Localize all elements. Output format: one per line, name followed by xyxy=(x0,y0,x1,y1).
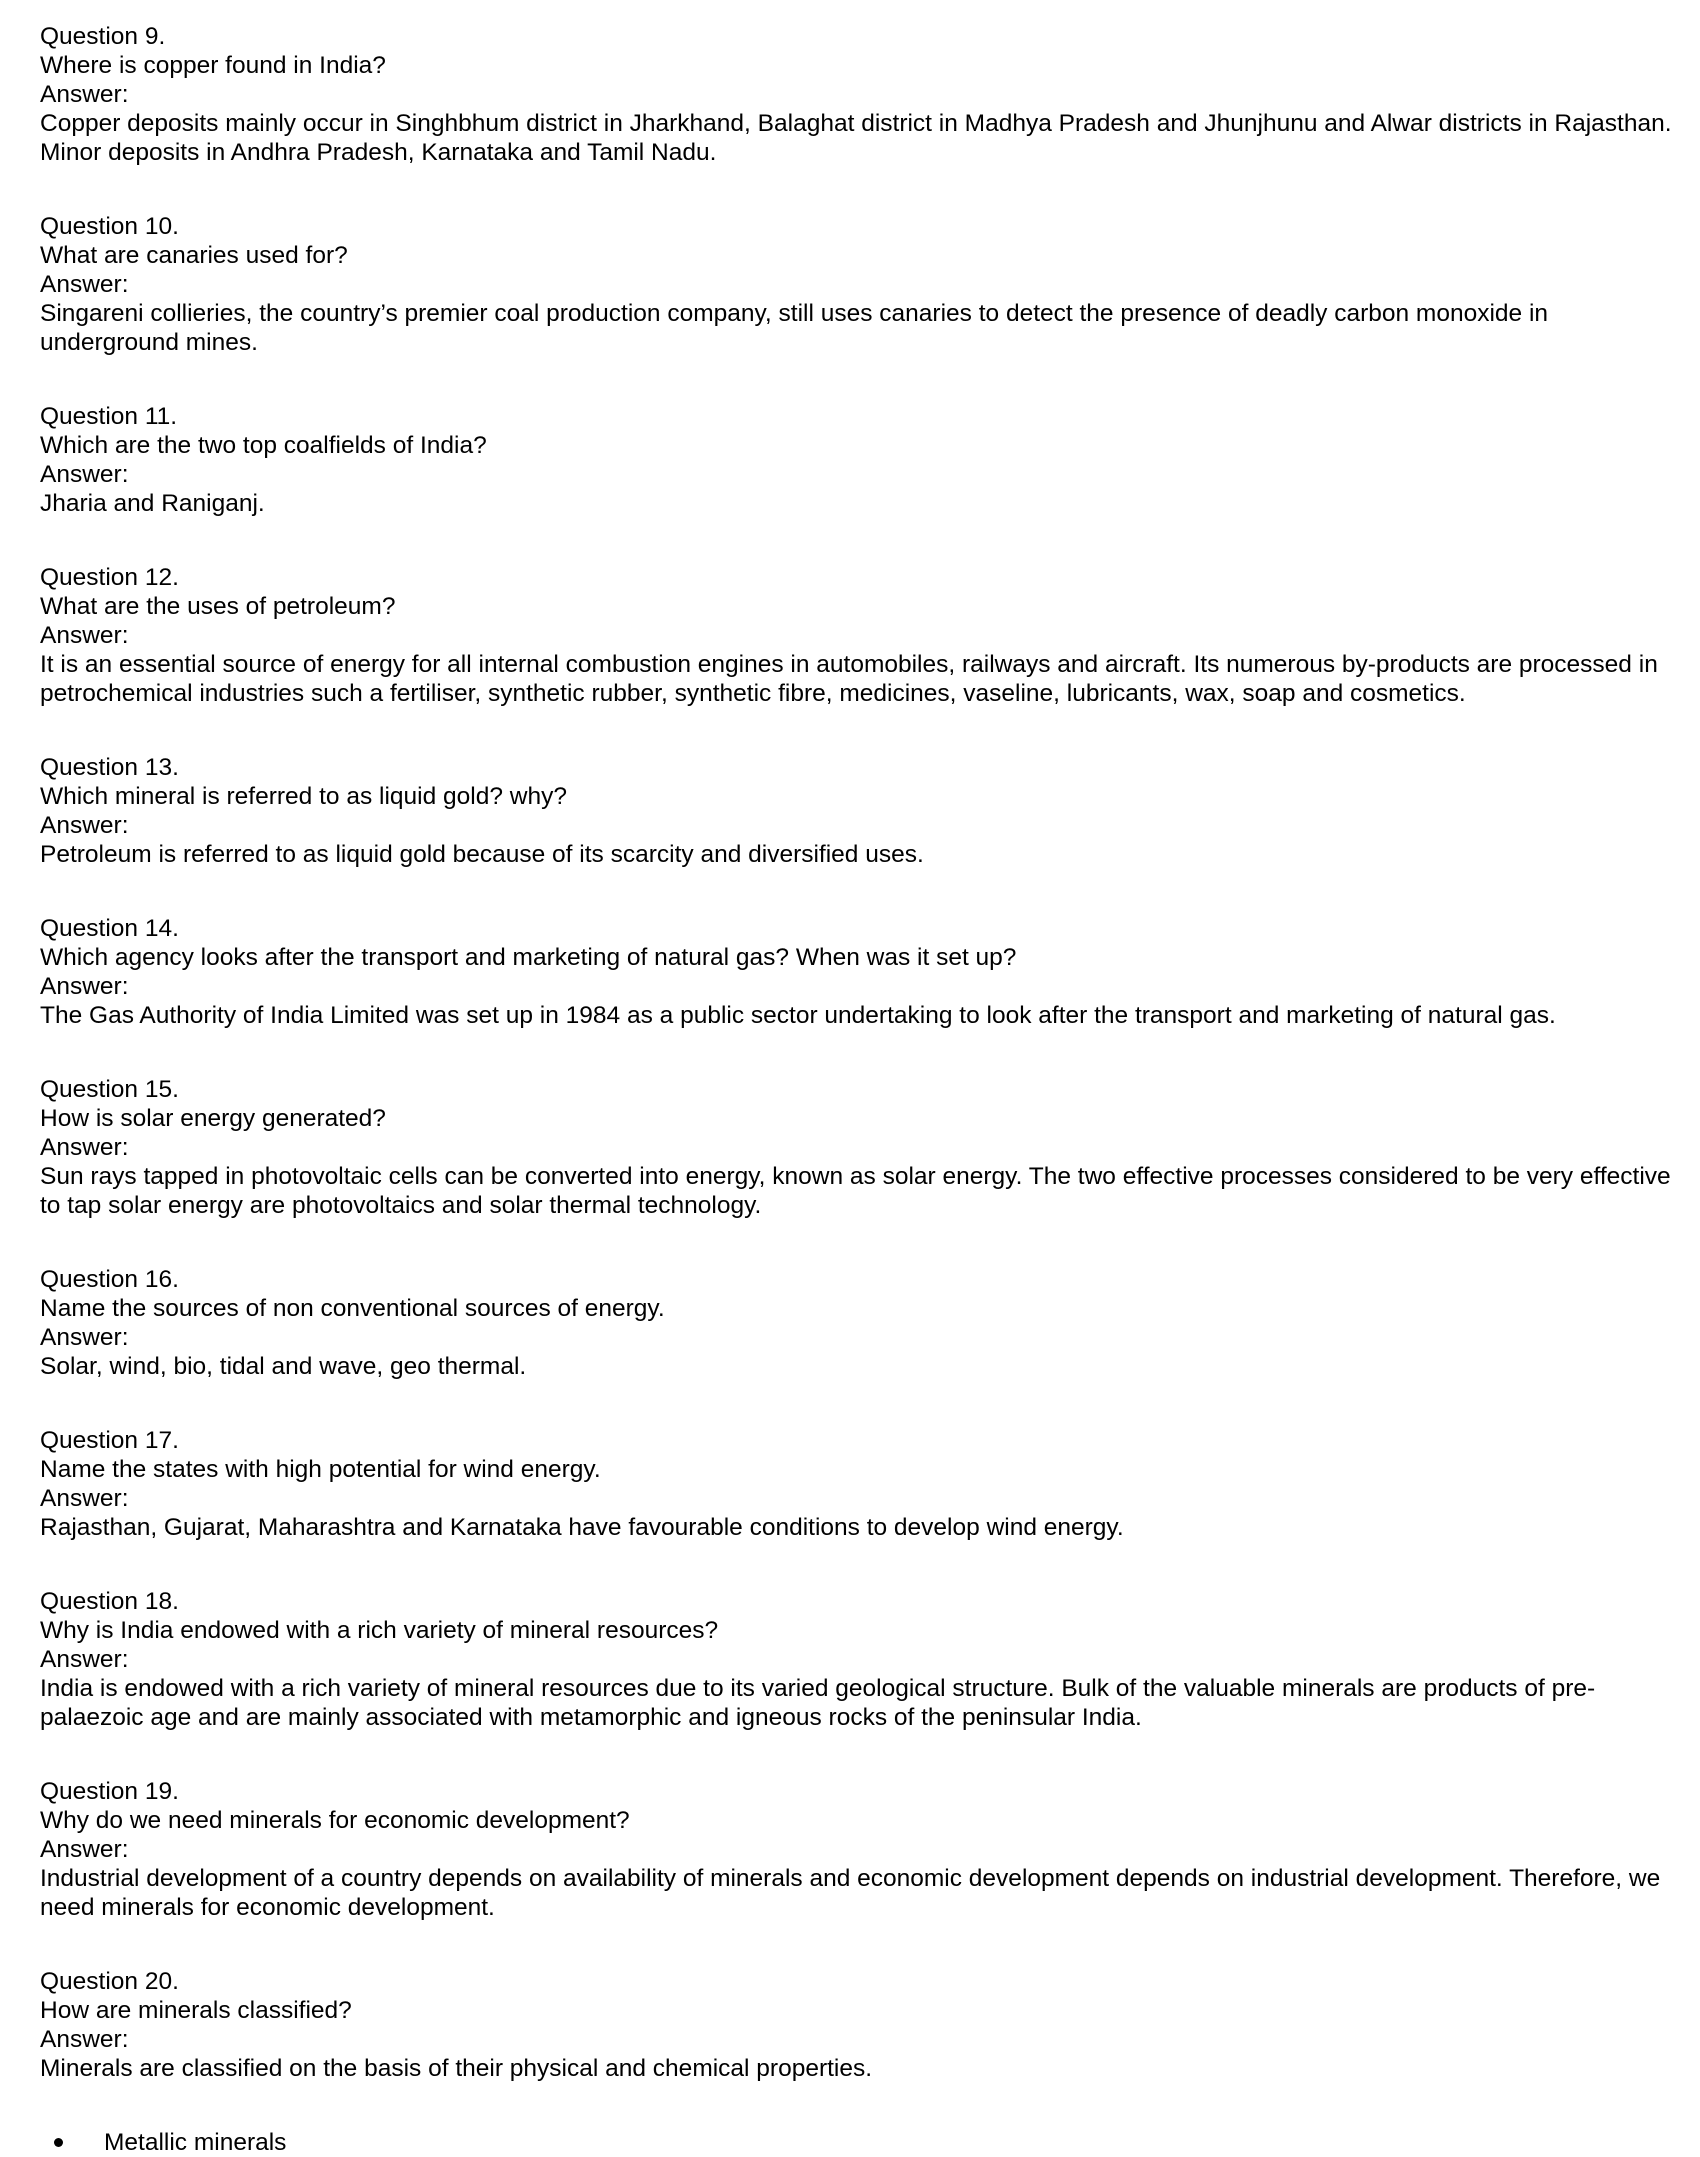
bullet-text: Metallic minerals xyxy=(104,2129,287,2156)
question-number: Question 11. xyxy=(40,403,178,430)
question-number: Question 10. xyxy=(40,213,179,240)
answer-label: Answer: xyxy=(40,81,129,108)
answer-label: Answer: xyxy=(40,1646,129,1673)
qa-block xyxy=(40,1265,1680,1381)
qa-block xyxy=(40,1777,1680,1922)
answer-text: Singareni collieries, the country’s premier coal production company, still uses canaries to detect the presence of deadly carbon monoxide in underground mines. xyxy=(40,300,1549,356)
bullet-dot-icon xyxy=(54,2138,63,2147)
answer-text: Minerals are classified on the basis of their physical and chemical properties. xyxy=(40,2055,873,2082)
qa-block xyxy=(40,1967,1680,2083)
answer-text: The Gas Authority of India Limited was set up in 1984 as a public sector undertaking to look after the transport and marketing of natural gas. xyxy=(40,1002,1556,1029)
qa-block xyxy=(40,212,1680,357)
answer-label: Answer: xyxy=(40,1134,129,1161)
qa-block xyxy=(40,1075,1680,1220)
answer-text: India is endowed with a rich variety of mineral resources due to its varied geological structure. Bulk of the valuable minerals are products of pre-palaezoic age and are mainly associated with metamorphic and igneous rocks of the peninsular India. xyxy=(40,1675,1596,1731)
question-text: What are canaries used for? xyxy=(40,242,348,269)
question-text: Name the states with high potential for wind energy. xyxy=(40,1456,601,1483)
question-text: How is solar energy generated? xyxy=(40,1105,386,1132)
qa-block xyxy=(40,753,1680,869)
answer-label: Answer: xyxy=(40,622,129,649)
qa-block xyxy=(40,402,1680,518)
answer-text: Industrial development of a country depends on availability of minerals and economic development depends on industrial development. Therefore, we need minerals for economic development. xyxy=(40,1865,1661,1921)
answer-text: Jharia and Raniganj. xyxy=(40,490,265,517)
answer-text: Sun rays tapped in photovoltaic cells can be converted into energy, known as solar energy. The two effective processes considered to be very effective to tap solar energy are photovoltaics and solar thermal technology. xyxy=(40,1163,1671,1219)
answer-label: Answer: xyxy=(40,2026,129,2053)
answer-text: It is an essential source of energy for all internal combustion engines in automobiles, railways and aircraft. Its numerous by-products are processed in petrochemical industries such a fertiliser, synthetic rubber, synthetic fibre, medicines, vaseline, lubricants, wax, soap and cosmetics. xyxy=(40,651,1658,707)
question-text: Which are the two top coalfields of India? xyxy=(40,432,487,459)
answer-label: Answer: xyxy=(40,1836,129,1863)
question-number: Question 19. xyxy=(40,1778,179,1805)
answer-label: Answer: xyxy=(40,271,129,298)
question-text: Why is India endowed with a rich variety of mineral resources? xyxy=(40,1617,719,1644)
question-text: Which mineral is referred to as liquid gold? why? xyxy=(40,783,567,810)
question-number: Question 12. xyxy=(40,564,179,591)
qa-block xyxy=(40,914,1680,1030)
answer-text: Petroleum is referred to as liquid gold because of its scarcity and diversified uses. xyxy=(40,841,924,868)
qa-block xyxy=(40,22,1680,167)
question-number: Question 18. xyxy=(40,1588,179,1615)
question-number: Question 9. xyxy=(40,23,166,50)
question-number: Question 17. xyxy=(40,1427,179,1454)
answer-label: Answer: xyxy=(40,973,129,1000)
question-text: Why do we need minerals for economic development? xyxy=(40,1807,630,1834)
qa-block xyxy=(40,1587,1680,1732)
answer-label: Answer: xyxy=(40,1485,129,1512)
question-text: Where is copper found in India? xyxy=(40,52,386,79)
question-text: What are the uses of petroleum? xyxy=(40,593,396,620)
question-number: Question 15. xyxy=(40,1076,179,1103)
question-text: Which agency looks after the transport and marketing of natural gas? When was it set up? xyxy=(40,944,1017,971)
qa-list xyxy=(40,22,1700,2083)
question-number: Question 14. xyxy=(40,915,179,942)
qa-block xyxy=(40,1426,1680,1542)
answer-text: Solar, wind, bio, tidal and wave, geo thermal. xyxy=(40,1353,527,1380)
question-number: Question 20. xyxy=(40,1968,179,1995)
question-text: How are minerals classified? xyxy=(40,1997,352,2024)
answer-label: Answer: xyxy=(40,461,129,488)
bullet-item xyxy=(40,2128,1700,2157)
qa-block xyxy=(40,563,1680,708)
answer-label: Answer: xyxy=(40,812,129,839)
question-number: Question 13. xyxy=(40,754,179,781)
answer-text: Copper deposits mainly occur in Singhbhum district in Jharkhand, Balaghat district in Madhya Pradesh and Jhunjhunu and Alwar districts in Rajasthan. Minor deposits in Andhra Pradesh, Karnataka and Tamil Nadu. xyxy=(40,110,1672,166)
bullet-list xyxy=(40,2128,1700,2157)
question-number: Question 16. xyxy=(40,1266,179,1293)
answer-text: Rajasthan, Gujarat, Maharashtra and Karnataka have favourable conditions to develop wind energy. xyxy=(40,1514,1124,1541)
question-text: Name the sources of non conventional sources of energy. xyxy=(40,1295,665,1322)
answer-label: Answer: xyxy=(40,1324,129,1351)
